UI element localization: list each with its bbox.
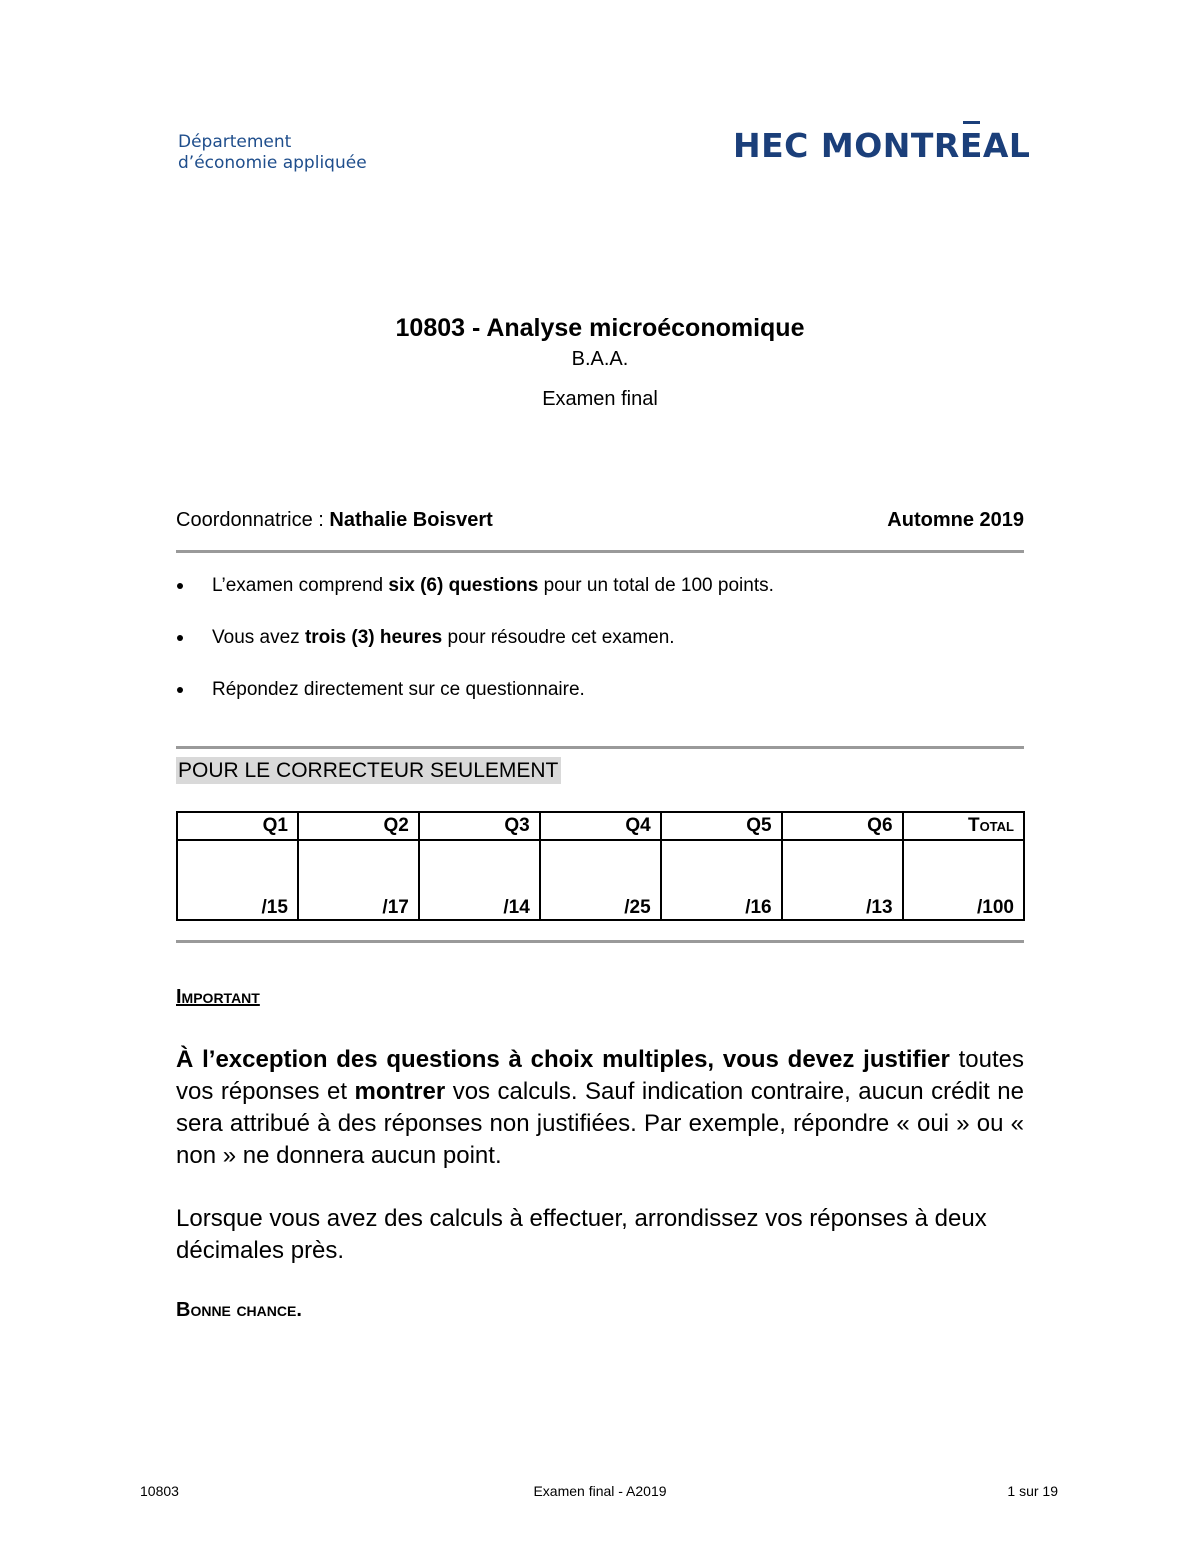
divider [176, 550, 1024, 553]
logo-text-part1: HEC MONTR [733, 126, 960, 165]
closing-text: Bonne chance. [176, 1299, 302, 1321]
score-cell: /25 [540, 840, 661, 920]
coordinator [176, 509, 493, 532]
score-cell: /100 [903, 840, 1024, 920]
logo-text-e: E [959, 126, 983, 165]
exam-name: Examen final [542, 388, 658, 410]
score-cell: /16 [661, 840, 782, 920]
list-item: L’examen comprend six (6) questions pour un total de 100 points. [176, 568, 1024, 620]
column-header: Q2 [298, 812, 419, 840]
important-paragraph-2: Lorsque vous avez des calculs à effectuer, arrondissez vos réponses à deux décimales près. [176, 1205, 987, 1264]
score-cell: /17 [298, 840, 419, 920]
program-name: B.A.A. [571, 348, 629, 370]
column-header: Q1 [177, 812, 298, 840]
logo-text-part2: AL [982, 126, 1031, 165]
score-cell: /15 [177, 840, 298, 920]
column-header: Q5 [661, 812, 782, 840]
term: Automne 2019 [887, 509, 1024, 531]
divider [176, 746, 1024, 749]
course-title: 10803 - Analyse microéconomique [395, 314, 805, 342]
coordinator-label: Coordonnatrice : [176, 509, 330, 531]
divider [176, 940, 1024, 943]
department-name [178, 132, 367, 174]
column-header: Q4 [540, 812, 661, 840]
score-cell: /13 [782, 840, 903, 920]
hec-montreal-logo [733, 126, 1030, 165]
footer-course-code: 10803 [140, 1483, 179, 1499]
score-cell: /14 [419, 840, 540, 920]
department-line-2: d’économie appliquée [178, 153, 367, 173]
footer-exam-name: Examen final - A2019 [533, 1483, 667, 1499]
list-item: Répondez directement sur ce questionnaire. [176, 672, 1024, 724]
column-header: Q3 [419, 812, 540, 840]
important-paragraph-1: À l’exception des questions à choix multiples, vous devez justifier toutes vos réponses et montrer vos calculs. Sauf indication contraire, aucun crédit ne sera attribué à des réponses non justifiées. Par exemple, répondre « oui » ou « non » ne donnera aucun point. [176, 1046, 1024, 1169]
table-row [177, 840, 1024, 920]
grader-label: POUR LE CORRECTEUR SEULEMENT [176, 757, 561, 784]
score-table [176, 811, 1025, 921]
column-header: Total [903, 812, 1024, 840]
list-item: Vous avez trois (3) heures pour résoudre cet examen. [176, 620, 1024, 672]
coordinator-name: Nathalie Boisvert [329, 509, 493, 531]
instructions-list [176, 568, 1024, 724]
table-row [177, 812, 1024, 840]
department-line-1: Département [178, 132, 292, 152]
important-heading: Important [176, 986, 260, 1008]
footer-page-number: 1 sur 19 [1007, 1483, 1058, 1499]
column-header: Q6 [782, 812, 903, 840]
